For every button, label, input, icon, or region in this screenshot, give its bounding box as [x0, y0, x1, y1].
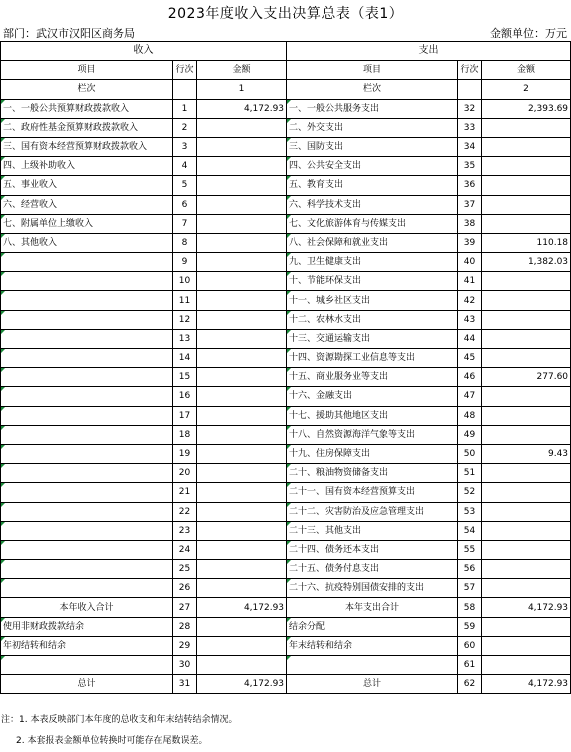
income-amount — [197, 368, 287, 387]
expense-amount — [482, 176, 571, 195]
expense-amount — [482, 291, 571, 310]
expense-item: 二十六、抗疫特别国债安排的支出 — [287, 579, 458, 598]
income-amount — [197, 118, 287, 137]
unit-label: 金额单位：万元 — [490, 27, 567, 40]
income-amount — [197, 560, 287, 579]
table-row — [1, 387, 571, 406]
expense-item-header: 项目 — [287, 61, 458, 80]
expense-item — [287, 656, 458, 675]
income-amount — [197, 425, 287, 444]
note-2: 2. 本套报表金额单位转换时可能存在尾数误差。 — [16, 736, 208, 746]
income-item: 六、经营收入 — [1, 195, 173, 214]
income-amount — [197, 636, 287, 655]
income-amount — [197, 444, 287, 463]
income-amount — [197, 195, 287, 214]
expense-line-no: 44 — [458, 329, 482, 348]
section-header-row — [1, 42, 571, 61]
expense-line-no: 60 — [458, 636, 482, 655]
expense-amount: 4,172.93 — [482, 598, 571, 617]
income-amount — [197, 521, 287, 540]
income-item — [1, 483, 173, 502]
expense-item: 年末结转和结余 — [287, 636, 458, 655]
expense-item: 二、外交支出 — [287, 118, 458, 137]
income-item — [1, 579, 173, 598]
income-amount — [197, 137, 287, 156]
expense-item: 本年支出合计 — [287, 598, 458, 617]
income-line-no: 23 — [173, 521, 197, 540]
income-amount — [197, 406, 287, 425]
income-amount — [197, 502, 287, 521]
income-amount — [197, 176, 287, 195]
income-amount — [197, 310, 287, 329]
expense-line-header: 行次 — [458, 61, 482, 80]
table-row — [1, 502, 571, 521]
expense-amount: 4,172.93 — [482, 675, 571, 694]
income-expense-table — [0, 41, 571, 694]
income-item — [1, 560, 173, 579]
expense-item: 十二、农林水支出 — [287, 310, 458, 329]
expense-amount — [482, 387, 571, 406]
table-row — [1, 291, 571, 310]
income-line-no: 29 — [173, 636, 197, 655]
income-item — [1, 368, 173, 387]
income-amount — [197, 617, 287, 636]
expense-line-no: 45 — [458, 349, 482, 368]
income-amount — [197, 464, 287, 483]
expense-item: 十六、金融支出 — [287, 387, 458, 406]
table-row — [1, 99, 571, 118]
expense-amount: 277.60 — [482, 368, 571, 387]
income-item: 三、国有资本经营预算财政拨款收入 — [1, 137, 173, 156]
expense-item: 三、国防支出 — [287, 137, 458, 156]
table-row — [1, 157, 571, 176]
income-line-no: 15 — [173, 368, 197, 387]
income-item: 一、一般公共预算财政拨款收入 — [1, 99, 173, 118]
income-item: 七、附属单位上缴收入 — [1, 214, 173, 233]
income-item — [1, 406, 173, 425]
expense-item: 二十二、灾害防治及应急管理支出 — [287, 502, 458, 521]
total-row — [1, 675, 571, 694]
expense-amount: 2,393.69 — [482, 99, 571, 118]
table-row — [1, 579, 571, 598]
expense-line-no: 55 — [458, 540, 482, 559]
expense-item: 二十一、国有资本经营预算支出 — [287, 483, 458, 502]
expense-item: 十三、交通运输支出 — [287, 329, 458, 348]
income-line-no: 26 — [173, 579, 197, 598]
expense-line-no: 34 — [458, 137, 482, 156]
table-row — [1, 195, 571, 214]
income-amount — [197, 253, 287, 272]
income-amount — [197, 329, 287, 348]
income-line-no: 19 — [173, 444, 197, 463]
expense-line-no: 54 — [458, 521, 482, 540]
expense-line-no: 41 — [458, 272, 482, 291]
income-line-no: 7 — [173, 214, 197, 233]
income-line-blank — [173, 80, 197, 99]
income-item — [1, 349, 173, 368]
department-label: 部门：武汉市汉阳区商务局 — [3, 27, 135, 40]
income-line-no: 30 — [173, 656, 197, 675]
table-row — [1, 521, 571, 540]
income-line-no: 13 — [173, 329, 197, 348]
income-line-no: 12 — [173, 310, 197, 329]
table-row — [1, 349, 571, 368]
expense-item: 八、社会保障和就业支出 — [287, 233, 458, 252]
expense-line-no: 51 — [458, 464, 482, 483]
expense-line-no: 50 — [458, 444, 482, 463]
expense-line-no: 39 — [458, 233, 482, 252]
expense-amount — [482, 656, 571, 675]
expense-item: 十一、城乡社区支出 — [287, 291, 458, 310]
table-row — [1, 406, 571, 425]
expense-item: 十、节能环保支出 — [287, 272, 458, 291]
expense-amount — [482, 540, 571, 559]
expense-line-no: 40 — [458, 253, 482, 272]
expense-line-no: 56 — [458, 560, 482, 579]
table-row — [1, 137, 571, 156]
income-item: 本年收入合计 — [1, 598, 173, 617]
column-number-row — [1, 80, 571, 99]
expense-item: 二十四、债务还本支出 — [287, 540, 458, 559]
income-line-header: 行次 — [173, 61, 197, 80]
income-item-header: 项目 — [1, 61, 173, 80]
table-row — [1, 310, 571, 329]
expense-column-label: 栏次 — [287, 80, 458, 99]
expense-line-no: 42 — [458, 291, 482, 310]
income-amount — [197, 214, 287, 233]
table-row — [1, 118, 571, 137]
income-line-no: 20 — [173, 464, 197, 483]
income-line-no: 5 — [173, 176, 197, 195]
income-line-no: 25 — [173, 560, 197, 579]
income-line-no: 28 — [173, 617, 197, 636]
expense-item: 七、文化旅游体育与传媒支出 — [287, 214, 458, 233]
income-item — [1, 291, 173, 310]
income-amount — [197, 579, 287, 598]
income-line-no: 3 — [173, 137, 197, 156]
table-row — [1, 540, 571, 559]
expense-amount — [482, 560, 571, 579]
income-item — [1, 502, 173, 521]
income-line-no: 2 — [173, 118, 197, 137]
expense-amount — [482, 310, 571, 329]
table-row — [1, 329, 571, 348]
income-line-no: 31 — [173, 675, 197, 694]
table-row — [1, 176, 571, 195]
expense-line-blank — [458, 80, 482, 99]
table-row — [1, 656, 571, 675]
table-row — [1, 214, 571, 233]
expense-item: 二十五、债务付息支出 — [287, 560, 458, 579]
subtotal-row — [1, 598, 571, 617]
income-amount — [197, 540, 287, 559]
expense-item: 结余分配 — [287, 617, 458, 636]
income-amount — [197, 157, 287, 176]
expense-line-no: 49 — [458, 425, 482, 444]
income-line-no: 9 — [173, 253, 197, 272]
expense-item: 十九、住房保障支出 — [287, 444, 458, 463]
income-line-no: 14 — [173, 349, 197, 368]
income-amount — [197, 291, 287, 310]
expense-line-no: 33 — [458, 118, 482, 137]
expense-item: 二十三、其他支出 — [287, 521, 458, 540]
income-item: 五、事业收入 — [1, 176, 173, 195]
expense-item: 二十、粮油物资储备支出 — [287, 464, 458, 483]
expense-line-no: 59 — [458, 617, 482, 636]
expense-item: 十八、自然资源海洋气象等支出 — [287, 425, 458, 444]
expense-item: 总计 — [287, 675, 458, 694]
expense-item: 十七、援助其他地区支出 — [287, 406, 458, 425]
income-line-no: 4 — [173, 157, 197, 176]
table-row — [1, 272, 571, 291]
income-item — [1, 387, 173, 406]
income-column-label: 栏次 — [1, 80, 173, 99]
table-row — [1, 444, 571, 463]
expense-amount — [482, 406, 571, 425]
expense-line-no: 47 — [458, 387, 482, 406]
expense-line-no: 52 — [458, 483, 482, 502]
expense-line-no: 48 — [458, 406, 482, 425]
income-item — [1, 444, 173, 463]
income-line-no: 22 — [173, 502, 197, 521]
income-line-no: 11 — [173, 291, 197, 310]
expense-amount — [482, 521, 571, 540]
income-amount: 4,172.93 — [197, 598, 287, 617]
expense-amount — [482, 579, 571, 598]
expense-section-header: 支出 — [287, 42, 571, 61]
income-item — [1, 272, 173, 291]
column-header-row — [1, 61, 571, 80]
note-1: 注：1. 本表反映部门本年度的总收支和年末结转结余情况。 — [1, 715, 238, 725]
income-column-number: 1 — [197, 80, 287, 99]
expense-item: 十四、资源勘探工业信息等支出 — [287, 349, 458, 368]
table-row — [1, 253, 571, 272]
income-line-no: 27 — [173, 598, 197, 617]
expense-line-no: 62 — [458, 675, 482, 694]
expense-line-no: 35 — [458, 157, 482, 176]
income-amount — [197, 349, 287, 368]
income-line-no: 16 — [173, 387, 197, 406]
expense-line-no: 43 — [458, 310, 482, 329]
income-item — [1, 464, 173, 483]
expense-amount: 110.18 — [482, 233, 571, 252]
expense-amount — [482, 157, 571, 176]
expense-amount: 1,382.03 — [482, 253, 571, 272]
table-row — [1, 560, 571, 579]
income-line-no: 10 — [173, 272, 197, 291]
expense-amount — [482, 636, 571, 655]
income-line-no: 17 — [173, 406, 197, 425]
income-line-no: 24 — [173, 540, 197, 559]
expense-item: 十五、商业服务业等支出 — [287, 368, 458, 387]
income-amount — [197, 272, 287, 291]
expense-amount — [482, 137, 571, 156]
expense-line-no: 46 — [458, 368, 482, 387]
expense-amount-header: 金额 — [482, 61, 571, 80]
income-amount: 4,172.93 — [197, 675, 287, 694]
table-row — [1, 483, 571, 502]
expense-line-no: 61 — [458, 656, 482, 675]
expense-line-no: 57 — [458, 579, 482, 598]
table-row — [1, 368, 571, 387]
expense-line-no: 37 — [458, 195, 482, 214]
table-row — [1, 617, 571, 636]
table-row — [1, 425, 571, 444]
income-item: 总计 — [1, 675, 173, 694]
expense-amount — [482, 425, 571, 444]
expense-amount — [482, 617, 571, 636]
expense-item: 四、公共安全支出 — [287, 157, 458, 176]
expense-item: 六、科学技术支出 — [287, 195, 458, 214]
expense-amount — [482, 349, 571, 368]
income-line-no: 1 — [173, 99, 197, 118]
expense-item: 一、一般公共服务支出 — [287, 99, 458, 118]
expense-amount — [482, 118, 571, 137]
income-item — [1, 310, 173, 329]
report-title: 2023年度收入支出决算总表（表1） — [167, 6, 404, 22]
expense-line-no: 32 — [458, 99, 482, 118]
table-body — [1, 42, 571, 694]
expense-amount — [482, 329, 571, 348]
income-line-no: 18 — [173, 425, 197, 444]
income-amount — [197, 483, 287, 502]
table-row — [1, 636, 571, 655]
income-item — [1, 521, 173, 540]
income-amount-header: 金额 — [197, 61, 287, 80]
expense-item: 九、卫生健康支出 — [287, 253, 458, 272]
income-item — [1, 329, 173, 348]
table-row — [1, 233, 571, 252]
table-row — [1, 464, 571, 483]
income-item: 年初结转和结余 — [1, 636, 173, 655]
expense-column-number: 2 — [482, 80, 571, 99]
income-line-no: 21 — [173, 483, 197, 502]
expense-amount: 9.43 — [482, 444, 571, 463]
income-amount — [197, 656, 287, 675]
income-line-no: 8 — [173, 233, 197, 252]
income-item: 使用非财政拨款结余 — [1, 617, 173, 636]
expense-line-no: 58 — [458, 598, 482, 617]
expense-amount — [482, 272, 571, 291]
expense-amount — [482, 502, 571, 521]
expense-line-no: 53 — [458, 502, 482, 521]
expense-item: 五、教育支出 — [287, 176, 458, 195]
income-amount: 4,172.93 — [197, 99, 287, 118]
income-item — [1, 656, 173, 675]
income-item — [1, 425, 173, 444]
income-item: 二、政府性基金预算财政拨款收入 — [1, 118, 173, 137]
income-item — [1, 253, 173, 272]
expense-line-no: 36 — [458, 176, 482, 195]
income-item: 八、其他收入 — [1, 233, 173, 252]
expense-amount — [482, 214, 571, 233]
expense-amount — [482, 464, 571, 483]
income-section-header: 收入 — [1, 42, 287, 61]
income-item — [1, 540, 173, 559]
expense-amount — [482, 483, 571, 502]
income-item: 四、上级补助收入 — [1, 157, 173, 176]
income-amount — [197, 387, 287, 406]
income-amount — [197, 233, 287, 252]
expense-amount — [482, 195, 571, 214]
income-line-no: 6 — [173, 195, 197, 214]
expense-line-no: 38 — [458, 214, 482, 233]
